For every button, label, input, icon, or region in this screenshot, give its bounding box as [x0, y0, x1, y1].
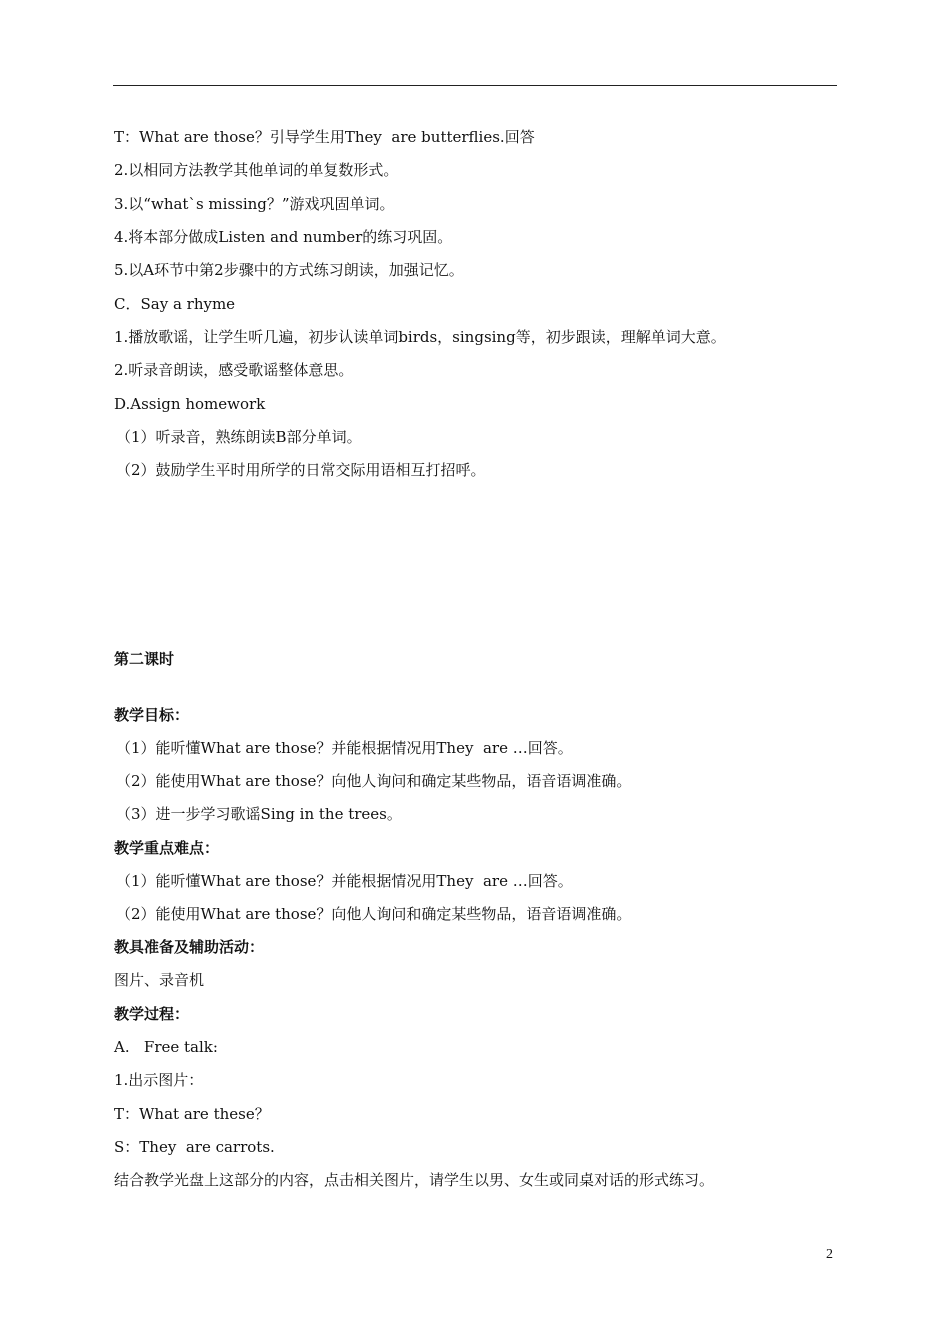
process-heading: 教学过程：	[114, 1005, 190, 1023]
text-line: T：What are those？引导学生用They are butterflies.回答	[114, 128, 535, 146]
process-item: 结合教学光盘上这部分的内容，点击相关图片，请学生以男、女生或同桌对话的形式练习。	[114, 1171, 715, 1189]
text-line: C．Say a rhyme	[114, 295, 236, 313]
text-line: 2.听录音朗读，感受歌谣整体意思。	[114, 361, 354, 379]
page-number: 2	[826, 1247, 833, 1262]
key-point-item: （2）能使用What are those？向他人询问和确定某些物品，语音语调准确。	[116, 905, 632, 923]
text-line: 3.以“what`s missing？”游戏巩固单词。	[114, 195, 395, 213]
text-line: （2）鼓励学生平时用所学的日常交际用语相互打招呼。	[116, 461, 486, 479]
header-rule	[113, 85, 837, 86]
process-item: S：They are carrots.	[114, 1138, 275, 1156]
text-line: 1.播放歌谣，让学生听几遍，初步认读单词birds，singsing等，初步跟读，理解单词大意。	[114, 328, 726, 346]
process-item: T：What are these？	[114, 1105, 270, 1123]
objective-item: （1）能听懂What are those？并能根据情况用They are …回答。	[116, 739, 573, 757]
objective-item: （3）进一步学习歌谣Sing in the trees。	[116, 805, 402, 823]
text-line: D.Assign homework	[114, 395, 266, 413]
key-points-heading: 教学重点难点：	[114, 839, 220, 857]
text-line: 4.将本部分做成Listen and number的练习巩固。	[114, 228, 453, 246]
process-item: A. Free talk:	[114, 1038, 218, 1056]
text-line: （1）听录音，熟练朗读B部分单词。	[116, 428, 362, 446]
materials-heading: 教具准备及辅助活动：	[114, 938, 265, 956]
key-point-item: （1）能听懂What are those？并能根据情况用They are …回答。	[116, 872, 573, 890]
text-line: 5.以A环节中第2步骤中的方式练习朗读，加强记忆。	[114, 261, 464, 279]
materials-text: 图片、录音机	[114, 971, 205, 989]
lesson-title: 第二课时	[114, 650, 175, 668]
objective-item: （2）能使用What are those？向他人询问和确定某些物品，语音语调准确。	[116, 772, 632, 790]
text-line: 2.以相同方法教学其他单词的单复数形式。	[114, 161, 399, 179]
objectives-heading: 教学目标：	[114, 706, 190, 724]
process-item: 1.出示图片：	[114, 1071, 204, 1089]
